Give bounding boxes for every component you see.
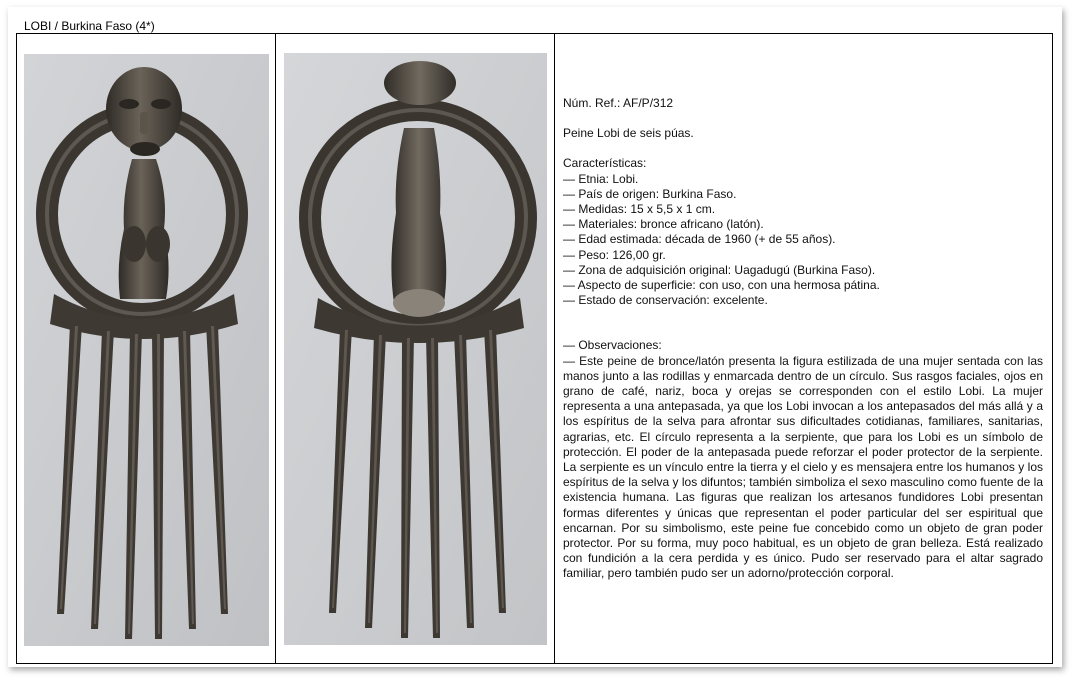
characteristics-heading: Características:: [563, 156, 647, 171]
photo-cell-front: [17, 34, 276, 663]
catalog-sheet: [8, 7, 1062, 667]
lobi-comb-front-icon: [24, 54, 269, 646]
catalog-table: [16, 33, 1053, 664]
characteristic-item: — Estado de conservación: excelente.: [563, 293, 768, 308]
comb-front-photo: [24, 54, 269, 646]
comb-back-photo: [284, 53, 547, 645]
characteristic-item: — Aspecto de superficie: con uso, con una hermosa pátina.: [563, 278, 880, 293]
reference-number: Núm. Ref.: AF/P/312: [563, 96, 674, 110]
characteristic-item: — Etnia: Lobi.: [563, 171, 639, 186]
item-name: Peine Lobi de seis púas.: [563, 126, 694, 141]
page-title: LOBI / Burkina Faso (4*): [24, 19, 155, 33]
characteristic-item: — Medidas: 15 x 5,5 x 1 cm.: [563, 202, 716, 217]
characteristic-item: — País de origen: Burkina Faso.: [563, 186, 737, 201]
photo-cell-back: [276, 34, 555, 663]
characteristic-item: — Peso: 126,00 gr.: [563, 247, 666, 262]
lobi-comb-back-icon: [284, 53, 547, 645]
characteristic-item: — Zona de adquisición original: Uagadugú (Burkina Faso).: [563, 262, 876, 277]
observations-text: — Este peine de bronce/latón presenta la figura estilizada de una mujer sentada con las manos junto a las rodillas y enmarcada dentro de un círculo. Sus rasgos faciales, ojos en grano de café, nariz, boca y orejas se corresponden con el estilo Lobi. La mujer representa a una antepasada, ya que los Lobi invocan a los antepasados del más allá y a los espíritus de la selva para afrontar sus dificultades cotidianas, familiares, sanitarias, agrarias, etc. El círculo representa a la serpiente, que para los Lobi es un símbolo de protección. El poder de la antepasada puede reforzar el poder protector de la serpiente. La serpiente es un vínculo entre la tierra y el cielo y es mensajera entre los humanos y los espíritus de la selva y los difuntos; también simboliza el sexo masculino como fuente de la existencia humana. Las figuras que realizan los artesanos fundidores Lobi presentan formas diferentes y únicas que representan el poder particular del ser espiritual que encarnan. Por su simbolismo, este peine fue concebido como un objeto de gran poder protector. Por su forma, muy poco habitual, es un objeto de gran belleza. Está realizado con fundición a la cera perdida y es único. Pudo ser reservado para el altar sagrado familiar, pero también pudo ser un adorno/protección corporal.: [563, 353, 1043, 581]
characteristic-item: — Edad estimada: década de 1960 (+ de 55 años).: [563, 232, 836, 247]
description-cell: [555, 34, 1052, 663]
observations-heading: — Observaciones:: [563, 338, 662, 353]
characteristic-item: — Materiales: bronce africano (latón).: [563, 217, 764, 232]
description-block: [563, 96, 1043, 582]
